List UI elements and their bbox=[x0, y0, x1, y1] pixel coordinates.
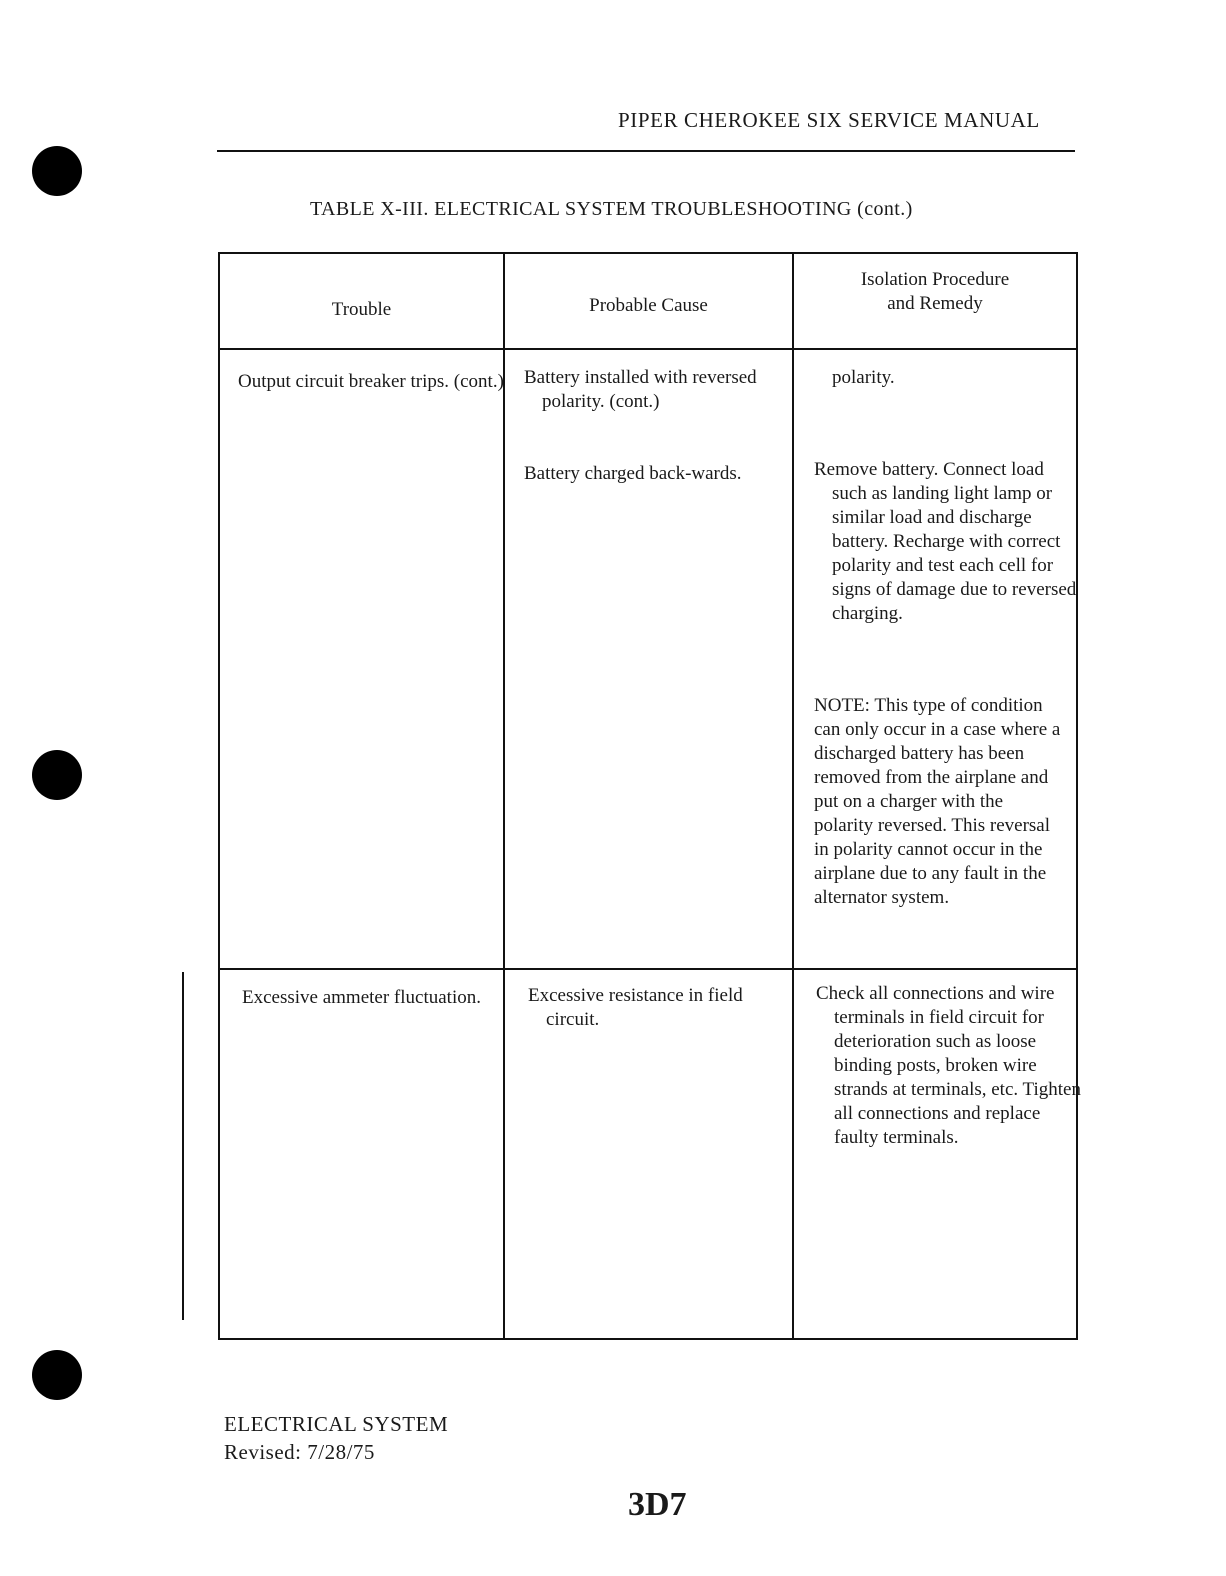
footer-section-title: ELECTRICAL SYSTEM bbox=[224, 1412, 449, 1436]
binder-punch-hole bbox=[32, 1350, 82, 1400]
manual-title: PIPER CHEROKEE SIX SERVICE MANUAL bbox=[618, 108, 1040, 132]
cause-text: Excessive resistance in field circuit. bbox=[528, 985, 743, 1030]
row-divider bbox=[220, 968, 1076, 970]
header-row-divider bbox=[220, 348, 1076, 350]
table-title: TABLE X-III. ELECTRICAL SYSTEM TROUBLESHOOTING (cont.) bbox=[310, 198, 913, 220]
remedy-text: polarity. bbox=[832, 367, 895, 388]
cause-text: Battery installed with reversed polarity. (cont.) bbox=[524, 367, 757, 412]
troubleshooting-table bbox=[218, 252, 1081, 1340]
remedy-text: Check all connections and wire terminals in field circuit for deterioration such as loose binding posts, broken wire strands at terminals, etc. Tighten all connections and replace faulty terminals. bbox=[816, 983, 1081, 1148]
binder-punch-hole bbox=[32, 146, 82, 196]
column-header-remedy: Isolation Procedure and Remedy bbox=[860, 269, 1010, 314]
remedy-text: Remove battery. Connect load such as landing light lamp or similar load and discharge battery. Recharge with correct polarity and test each cell for signs of damage due to reversed charging. bbox=[814, 459, 1077, 624]
page-number: 3D7 bbox=[628, 1486, 687, 1523]
remedy-note: NOTE: This type of condition can only occur in a case where a discharged battery has been removed from the airplane and put on a charger with the polarity reversed. This reversal in polarity cannot occur in the airplane due to any fault in the alternator system. bbox=[814, 695, 1061, 908]
column-header-probable-cause: Probable Cause bbox=[589, 295, 708, 316]
column-header-trouble: Trouble bbox=[331, 299, 392, 320]
column-divider bbox=[792, 254, 794, 1338]
header-divider bbox=[217, 150, 1075, 152]
binder-punch-hole bbox=[32, 750, 82, 800]
revision-change-bar bbox=[182, 972, 184, 1320]
footer-revised-date: Revised: 7/28/75 bbox=[224, 1440, 375, 1464]
column-divider bbox=[503, 254, 505, 1338]
footer-section-info bbox=[224, 1410, 448, 1466]
trouble-text: Excessive ammeter fluctuation. bbox=[242, 987, 481, 1008]
cause-text: Battery charged back-wards. bbox=[524, 463, 742, 484]
trouble-text: Output circuit breaker trips. (cont.) bbox=[238, 371, 504, 392]
